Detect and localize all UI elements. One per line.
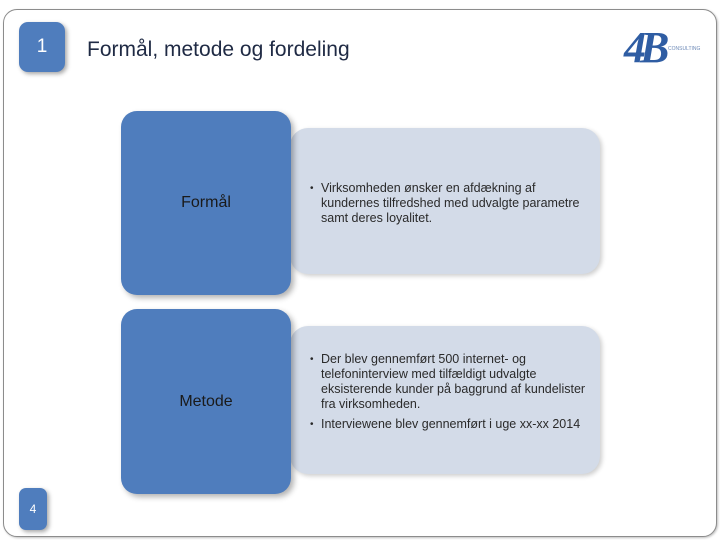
bullet-item: • Der blev gennemført 500 internet- og telefoninterview med tilfældigt udvalgte eksisterende kunder på baggrund af kundelister fra virksomheden. — [310, 352, 588, 412]
logo-subtext: CONSULTING — [668, 46, 701, 52]
section-label-box-purpose — [121, 111, 291, 295]
section-label-box-method — [121, 309, 291, 494]
logo-mark: 4B — [624, 23, 664, 72]
bullet-list-purpose — [310, 181, 588, 231]
section-label-purpose: Formål — [181, 194, 231, 211]
bullet-item: • Interviewene blev gennemført i uge xx-xx 2014 — [310, 417, 588, 432]
page-title: Formål, metode og fordeling — [87, 38, 350, 61]
section-label-method: Metode — [179, 392, 233, 410]
page-number: 4 — [29, 502, 37, 516]
section-number: 1 — [36, 36, 48, 57]
bullet-list-method — [310, 352, 588, 437]
section-number-tab — [19, 22, 65, 72]
page-number-tab — [19, 488, 47, 530]
bullet-item: • Virksomheden ønsker en afdækning af kundernes tilfredshed med udvalgte parametre samt deres loyalitet. — [310, 181, 588, 226]
company-logo — [624, 20, 701, 76]
